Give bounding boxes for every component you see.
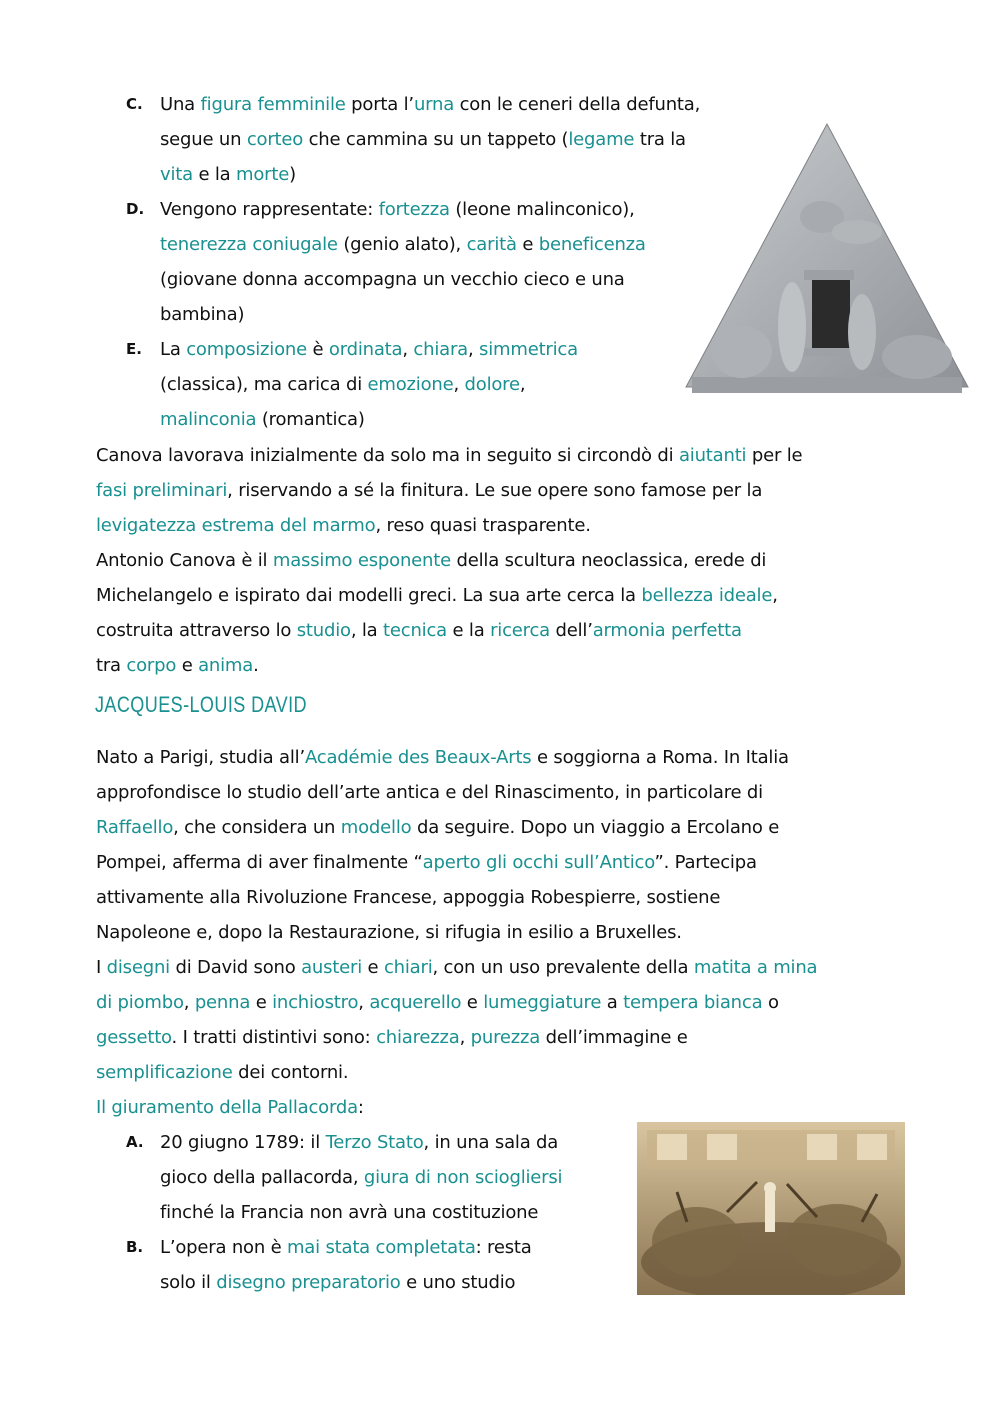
highlight-term: anima (198, 655, 254, 676)
highlight-term: fasi preliminari (96, 480, 228, 501)
text-segment: , (459, 1027, 471, 1048)
highlight-term: disegno preparatorio (216, 1272, 401, 1293)
text-line (160, 402, 365, 437)
text-segment: Antonio Canova è il (96, 550, 273, 571)
canova-pyramid-image (682, 122, 972, 407)
highlight-term: Il giuramento della Pallacorda (96, 1097, 358, 1118)
text-segment: tra la (634, 129, 686, 150)
text-segment: tra (96, 655, 127, 676)
text-segment: . I tratti distintivi sono: (171, 1027, 377, 1048)
highlight-term: levigatezza estrema del marmo (96, 515, 376, 536)
text-segment: L’opera non è (160, 1237, 287, 1258)
text-segment: di David sono (169, 957, 302, 978)
text-line (96, 915, 682, 950)
text-segment: da seguire. Dopo un viaggio a Ercolano e (411, 817, 780, 838)
highlight-term: chiara (413, 339, 468, 360)
text-line (96, 578, 778, 613)
text-line (160, 1230, 532, 1265)
list-marker-b: B. (126, 1238, 144, 1256)
text-segment: La (160, 339, 187, 360)
highlight-term: acquerello (369, 992, 462, 1013)
text-segment: e (461, 992, 484, 1013)
text-segment: e (362, 957, 384, 978)
text-line (160, 262, 625, 297)
text-segment: (genio alato), (337, 234, 467, 255)
highlight-term: Raffaello (96, 817, 174, 838)
list-marker-c: C. (126, 95, 143, 113)
text-segment: , (402, 339, 414, 360)
text-segment: (giovane donna accompagna un vecchio cieco e una (160, 269, 625, 290)
highlight-term: inchiostro (272, 992, 359, 1013)
highlight-term: carità (466, 234, 517, 255)
text-segment: segue un (160, 129, 247, 150)
list-marker-d: D. (126, 200, 145, 218)
highlight-term: giura di non sciogliersi (363, 1167, 563, 1188)
text-line (96, 543, 766, 578)
text-line (96, 740, 789, 775)
pallacorda-drawing-image (637, 1122, 905, 1295)
text-line (160, 367, 525, 402)
highlight-term: austeri (301, 957, 363, 978)
text-segment: della scultura neoclassica, erede di (451, 550, 767, 571)
text-segment: Vengono rappresentate: (160, 199, 379, 220)
highlight-term: morte (236, 164, 290, 185)
text-line (96, 1020, 688, 1055)
text-segment: Pompei, afferma di aver finalmente “ (96, 852, 423, 873)
text-segment: approfondisce lo studio dell’arte antica e del Rinascimento, in particolare di (96, 782, 763, 803)
text-segment: , che considera un (173, 817, 341, 838)
text-segment: , riservando a sé la finitura. Le sue opere sono famose per la (227, 480, 763, 501)
highlight-term: urna (413, 94, 455, 115)
highlight-term: armonia perfetta (592, 620, 742, 641)
text-segment: , (358, 992, 370, 1013)
highlight-term: dolore (464, 374, 520, 395)
text-line (160, 122, 686, 157)
highlight-term: semplificazione (96, 1062, 233, 1083)
section-heading: JACQUES-LOUIS DAVID (95, 692, 307, 717)
text-line (160, 1125, 558, 1160)
text-segment: con le ceneri della defunta, (454, 94, 701, 115)
text-line (96, 1055, 348, 1090)
text-segment: a (601, 992, 624, 1013)
text-segment: per le (746, 445, 803, 466)
text-segment: Nato a Parigi, studia all’ (96, 747, 305, 768)
highlight-term: fortezza (378, 199, 450, 220)
highlight-term: aperto gli occhi sull’Antico (422, 852, 655, 873)
text-segment: dei contorni. (232, 1062, 349, 1083)
highlight-term: emozione (367, 374, 454, 395)
text-segment: , (183, 992, 195, 1013)
text-segment: ”. Partecipa (654, 852, 757, 873)
text-line (96, 880, 720, 915)
highlight-term: matita a mina (693, 957, 818, 978)
text-line (96, 508, 591, 543)
text-line (160, 157, 296, 192)
text-line (96, 845, 757, 880)
list-marker-e: E. (126, 340, 142, 358)
highlight-term: legame (568, 129, 635, 150)
text-line (96, 438, 802, 473)
text-segment: e soggiorna a Roma. In Italia (531, 747, 789, 768)
text-segment: , (772, 585, 778, 606)
text-segment: che cammina su un tappeto ( (303, 129, 569, 150)
highlight-term: mai stata completata (286, 1237, 476, 1258)
highlight-term: modello (340, 817, 412, 838)
text-segment: ) (289, 164, 296, 185)
text-line (160, 1265, 515, 1300)
text-segment: e uno studio (400, 1272, 516, 1293)
text-segment: e la (446, 620, 491, 641)
text-segment: : (357, 1097, 364, 1118)
highlight-term: purezza (470, 1027, 541, 1048)
text-segment: costruita attraverso lo (96, 620, 297, 641)
highlight-term: bellezza ideale (641, 585, 773, 606)
text-segment: finché la Francia non avrà una costituzione (160, 1202, 539, 1223)
highlight-term: chiari (383, 957, 433, 978)
text-segment: dell’immagine e (540, 1027, 688, 1048)
text-segment: e la (192, 164, 237, 185)
highlight-term: studio (296, 620, 351, 641)
text-segment: , (519, 374, 526, 395)
highlight-term: Académie des Beaux-Arts (304, 747, 532, 768)
text-segment: , in una sala da (423, 1132, 559, 1153)
highlight-term: tempera bianca (623, 992, 763, 1013)
text-line (96, 950, 817, 985)
text-line (160, 192, 635, 227)
text-segment: : resta (475, 1237, 532, 1258)
highlight-term: chiarezza (376, 1027, 460, 1048)
text-line (96, 473, 762, 508)
text-line (96, 985, 779, 1020)
text-segment: Michelangelo e ispirato dai modelli greci. La sua arte cerca la (96, 585, 642, 606)
text-segment: Una (160, 94, 201, 115)
text-line (160, 332, 578, 367)
highlight-term: aiutanti (678, 445, 747, 466)
highlight-term: ricerca (490, 620, 550, 641)
subheading-line (96, 1090, 364, 1125)
highlight-term: corpo (126, 655, 177, 676)
highlight-term: vita (160, 164, 193, 185)
highlight-term: figura femminile (200, 94, 346, 115)
text-segment: , (453, 374, 465, 395)
text-segment: gioco della pallacorda, (160, 1167, 364, 1188)
text-line (160, 227, 646, 262)
text-line (160, 297, 244, 332)
text-segment: attivamente alla Rivoluzione Francese, appoggia Robespierre, sostiene (96, 887, 721, 908)
highlight-term: Terzo Stato (325, 1132, 424, 1153)
text-line (96, 775, 763, 810)
text-segment: porta l’ (345, 94, 414, 115)
text-segment: , reso quasi trasparente. (375, 515, 591, 536)
text-segment: è (307, 339, 329, 360)
text-segment: Canova lavorava inizialmente da solo ma in seguito si circondò di (96, 445, 679, 466)
highlight-term: simmetrica (479, 339, 578, 360)
highlight-term: massimo esponente (272, 550, 451, 571)
highlight-term: disegni (106, 957, 170, 978)
text-line (160, 1160, 562, 1195)
text-line (160, 1195, 538, 1230)
highlight-term: penna (194, 992, 251, 1013)
text-line (96, 613, 742, 648)
text-segment: o (762, 992, 779, 1013)
list-marker-a: A. (126, 1133, 144, 1151)
text-segment: (leone malinconico), (449, 199, 635, 220)
text-segment: (romantica) (256, 409, 365, 430)
text-line (96, 648, 259, 683)
highlight-term: tecnica (383, 620, 447, 641)
highlight-term: beneficenza (538, 234, 646, 255)
highlight-term: composizione (186, 339, 307, 360)
text-segment: e (250, 992, 273, 1013)
highlight-term: corteo (246, 129, 304, 150)
text-segment: . (253, 655, 259, 676)
text-segment: (classica), ma carica di (160, 374, 368, 395)
text-segment: dell’ (549, 620, 593, 641)
text-segment: , con un uso prevalente della (432, 957, 694, 978)
text-line (160, 87, 700, 122)
text-segment: solo il (160, 1272, 217, 1293)
highlight-term: gessetto (96, 1027, 172, 1048)
text-segment: , (468, 339, 480, 360)
highlight-term: tenerezza coniugale (160, 234, 338, 255)
highlight-term: di piombo (96, 992, 184, 1013)
text-segment: e (516, 234, 539, 255)
highlight-term: lumeggiature (483, 992, 602, 1013)
text-line (96, 810, 779, 845)
text-segment: bambina) (160, 304, 245, 325)
text-segment: Napoleone e, dopo la Restaurazione, si rifugia in esilio a Bruxelles. (96, 922, 682, 943)
text-segment: 20 giugno 1789: il (160, 1132, 326, 1153)
highlight-term: malinconia (160, 409, 257, 430)
text-segment: , la (350, 620, 384, 641)
text-segment: I (96, 957, 107, 978)
highlight-term: ordinata (328, 339, 403, 360)
text-segment: e (176, 655, 199, 676)
